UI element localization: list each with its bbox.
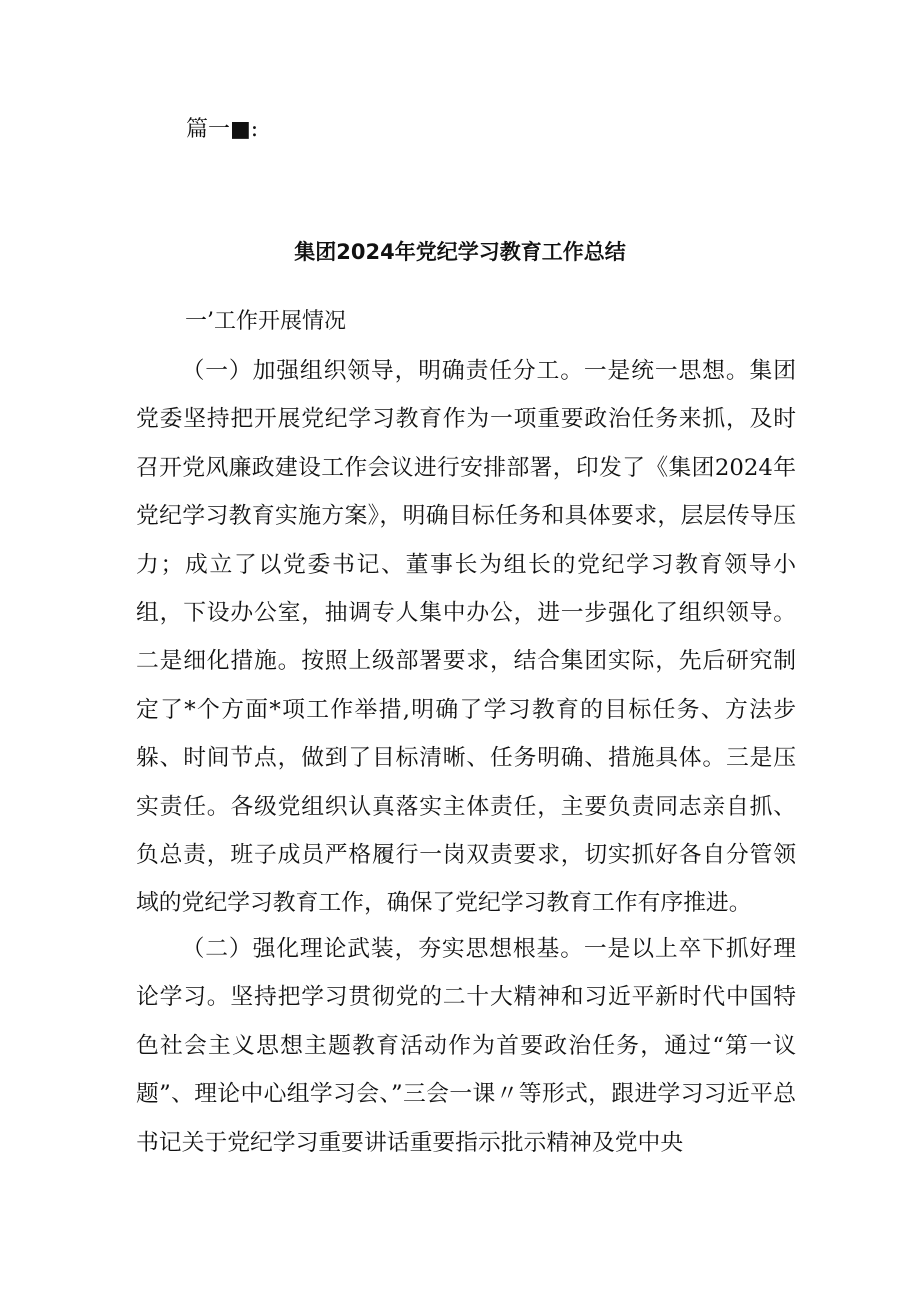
body-paragraph-2: （二）强化理论武装，夯实思想根基。一是以上卒下抓好理论学习。坚持把学习贯彻党的二十大精神和习近平新时代中国特色社会主义思想主题教育活动作为首要政治任务，通过“第一议题”、理论中心组学习会、”三会一课〃等形式，跟进学习习近平总书记关于党纪学习重要讲话重要指示批示精神及党中央: [136, 936, 796, 1156]
section-heading: 一’工作开展情况: [185, 309, 346, 334]
document-title: 集团2024年党纪学习教育工作总结: [294, 240, 626, 264]
document-header-label: 篇一■:: [186, 117, 259, 142]
body-paragraph-1: （一）加强组织领导，明确责任分工。一是统一思想。集团党委坚持把开展党纪学习教育作为一项重要政治任务来抓，及时召开党风廉政建设工作会议进行安排部署，印发了《集团2024年党纪学习教育实施方案》，明确目标任务和具体要求，层层传导压力；成立了以党委书记、董事长为组长的党纪学习教育领导小组，下设办公室，抽调专人集中办公，进一步强化了组织领导。二是细化措施。按照上级部署要求，结合集团实际，先后研究制定了*个方面*项工作举措,明确了学习教育的目标任务、方法步躲、时间节点，做到了目标清晰、任务明确、措施具体。三是压实责任。各级党组织认真落实主体责任，主要负责同志亲自抓、负总责，班子成员严格履行一岗双责要求，切实抓好各自分管领域的党纪学习教育工作，确保了党纪学习教育工作有序推进。: [136, 358, 796, 917]
